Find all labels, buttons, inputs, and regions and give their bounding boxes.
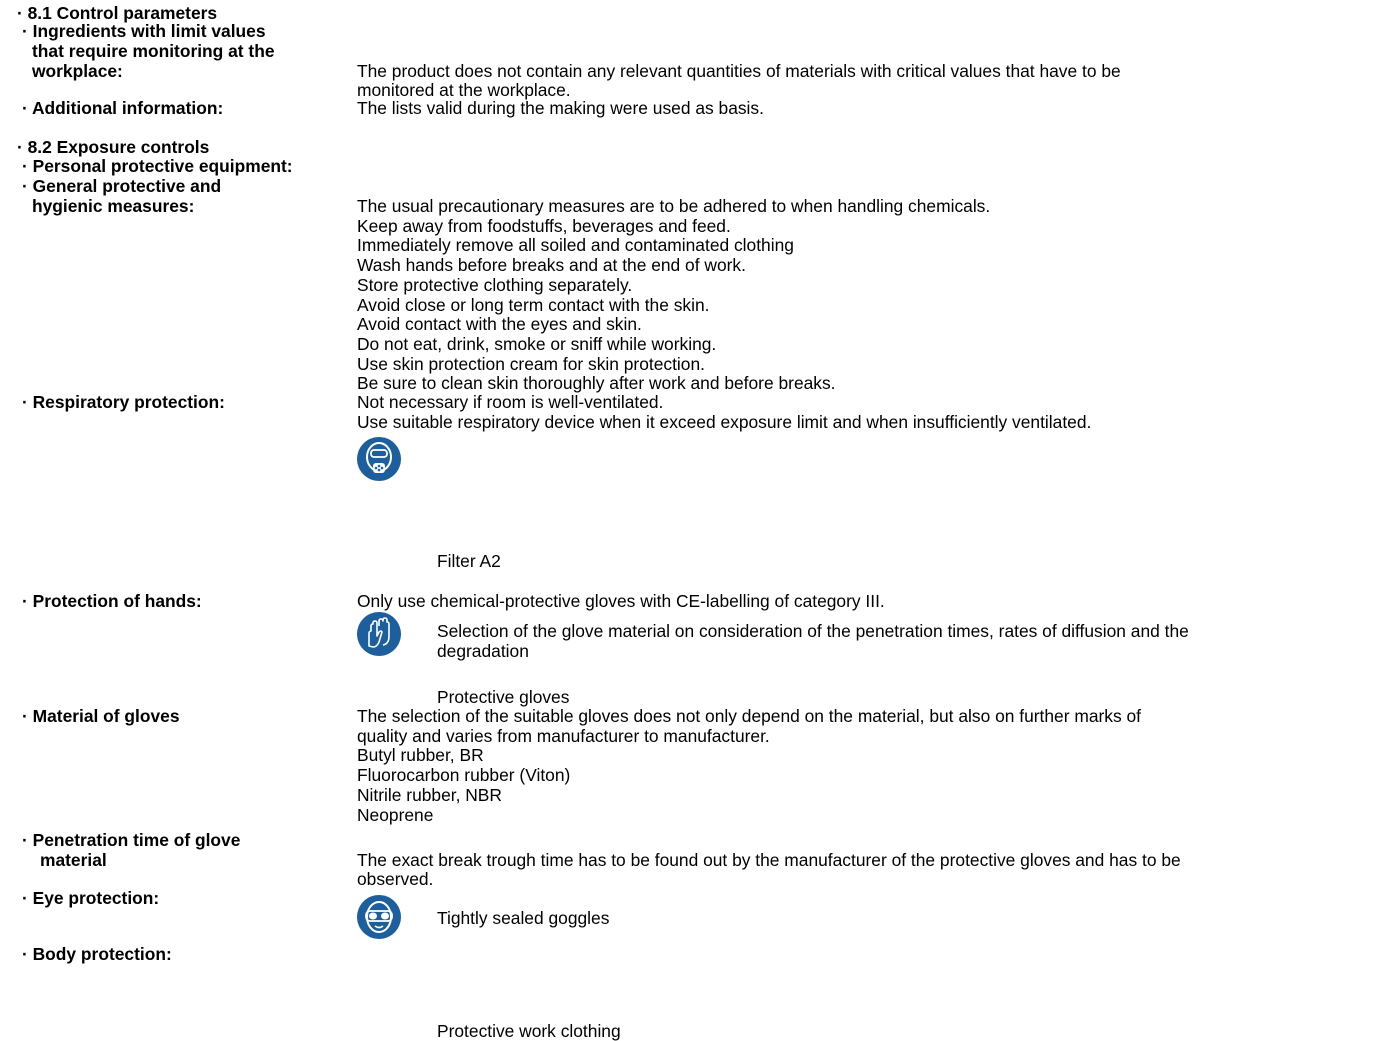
general-measures-label-line-1: · General protective and — [22, 176, 222, 196]
glove-selection-line-1: Selection of the glove material on consideration of the penetration times, rates of diffusion and the — [437, 621, 1189, 641]
ingredients-value-line-1: The product does not contain any relevant quantities of materials with critical values that have to be — [357, 61, 1121, 81]
material-label: · Material of gloves — [22, 706, 180, 726]
goggles-icon — [357, 895, 401, 939]
ppe-label: · Personal protective equipment: — [22, 156, 293, 176]
additional-info-label: · Additional information: — [22, 98, 224, 118]
hands-line: Only use chemical-protective gloves with CE-labelling of category III. — [357, 591, 885, 611]
respirator-mask-icon — [357, 437, 401, 481]
general-measure-line: Avoid contact with the eyes and skin. — [357, 314, 642, 334]
material-line: The selection of the suitable gloves does not only depend on the material, but also on further marks of — [357, 706, 1142, 726]
material-line: Butyl rubber, BR — [357, 745, 484, 765]
gloves-icon — [357, 612, 401, 656]
general-measure-line: Keep away from foodstuffs, beverages and feed. — [357, 216, 731, 236]
eye-protection-label: · Eye protection: — [22, 888, 160, 908]
penetration-value-line-1: The exact break trough time has to be found out by the manufacturer of the protective gloves and has to be — [357, 850, 1181, 870]
ingredients-label-line-2: that require monitoring at the — [32, 41, 275, 61]
general-measure-line: Store protective clothing separately. — [357, 275, 633, 295]
penetration-value-line-2: observed. — [357, 869, 434, 889]
general-measure-line: Avoid close or long term contact with the skin. — [357, 295, 710, 315]
general-measure-line: The usual precautionary measures are to be adhered to when handling chemicals. — [357, 196, 991, 216]
respiratory-line: Use suitable respiratory device when it exceed exposure limit and when insufficiently ventilated. — [357, 412, 1092, 432]
general-measure-line: Use skin protection cream for skin protection. — [357, 354, 705, 374]
body-protection-label: · Body protection: — [22, 944, 172, 964]
material-line: quality and varies from manufacturer to manufacturer. — [357, 726, 770, 746]
body-protection-caption: Protective work clothing — [437, 1021, 621, 1041]
ingredients-value-line-2: monitored at the workplace. — [357, 80, 571, 100]
penetration-label-line-1: · Penetration time of glove — [22, 830, 241, 850]
general-measure-line: Immediately remove all soiled and contaminated clothing — [357, 235, 794, 255]
section-8-1-heading: · 8.1 Control parameters — [17, 3, 218, 23]
respirator-caption: Filter A2 — [437, 551, 501, 571]
hands-label: · Protection of hands: — [22, 591, 202, 611]
material-line: Nitrile rubber, NBR — [357, 785, 502, 805]
respiratory-line: Not necessary if room is well-ventilated. — [357, 392, 664, 412]
general-measure-line: Wash hands before breaks and at the end of work. — [357, 255, 746, 275]
general-measure-line: Do not eat, drink, smoke or sniff while working. — [357, 334, 717, 354]
penetration-label-line-2: material — [40, 850, 107, 870]
material-line: Neoprene — [357, 805, 434, 825]
general-measure-line: Be sure to clean skin thoroughly after work and before breaks. — [357, 373, 836, 393]
section-8-2-heading: · 8.2 Exposure controls — [17, 137, 210, 157]
material-line: Fluorocarbon rubber (Viton) — [357, 765, 571, 785]
ingredients-label-line-3: workplace: — [32, 61, 123, 81]
respiratory-label: · Respiratory protection: — [22, 392, 225, 412]
general-measures-label-line-2: hygienic measures: — [32, 196, 195, 216]
glove-selection-line-2: degradation — [437, 641, 529, 661]
additional-info-value: The lists valid during the making were used as basis. — [357, 98, 764, 118]
gloves-caption: Protective gloves — [437, 687, 570, 707]
ingredients-label-line-1: · Ingredients with limit values — [22, 21, 266, 41]
goggles-caption: Tightly sealed goggles — [437, 908, 610, 928]
